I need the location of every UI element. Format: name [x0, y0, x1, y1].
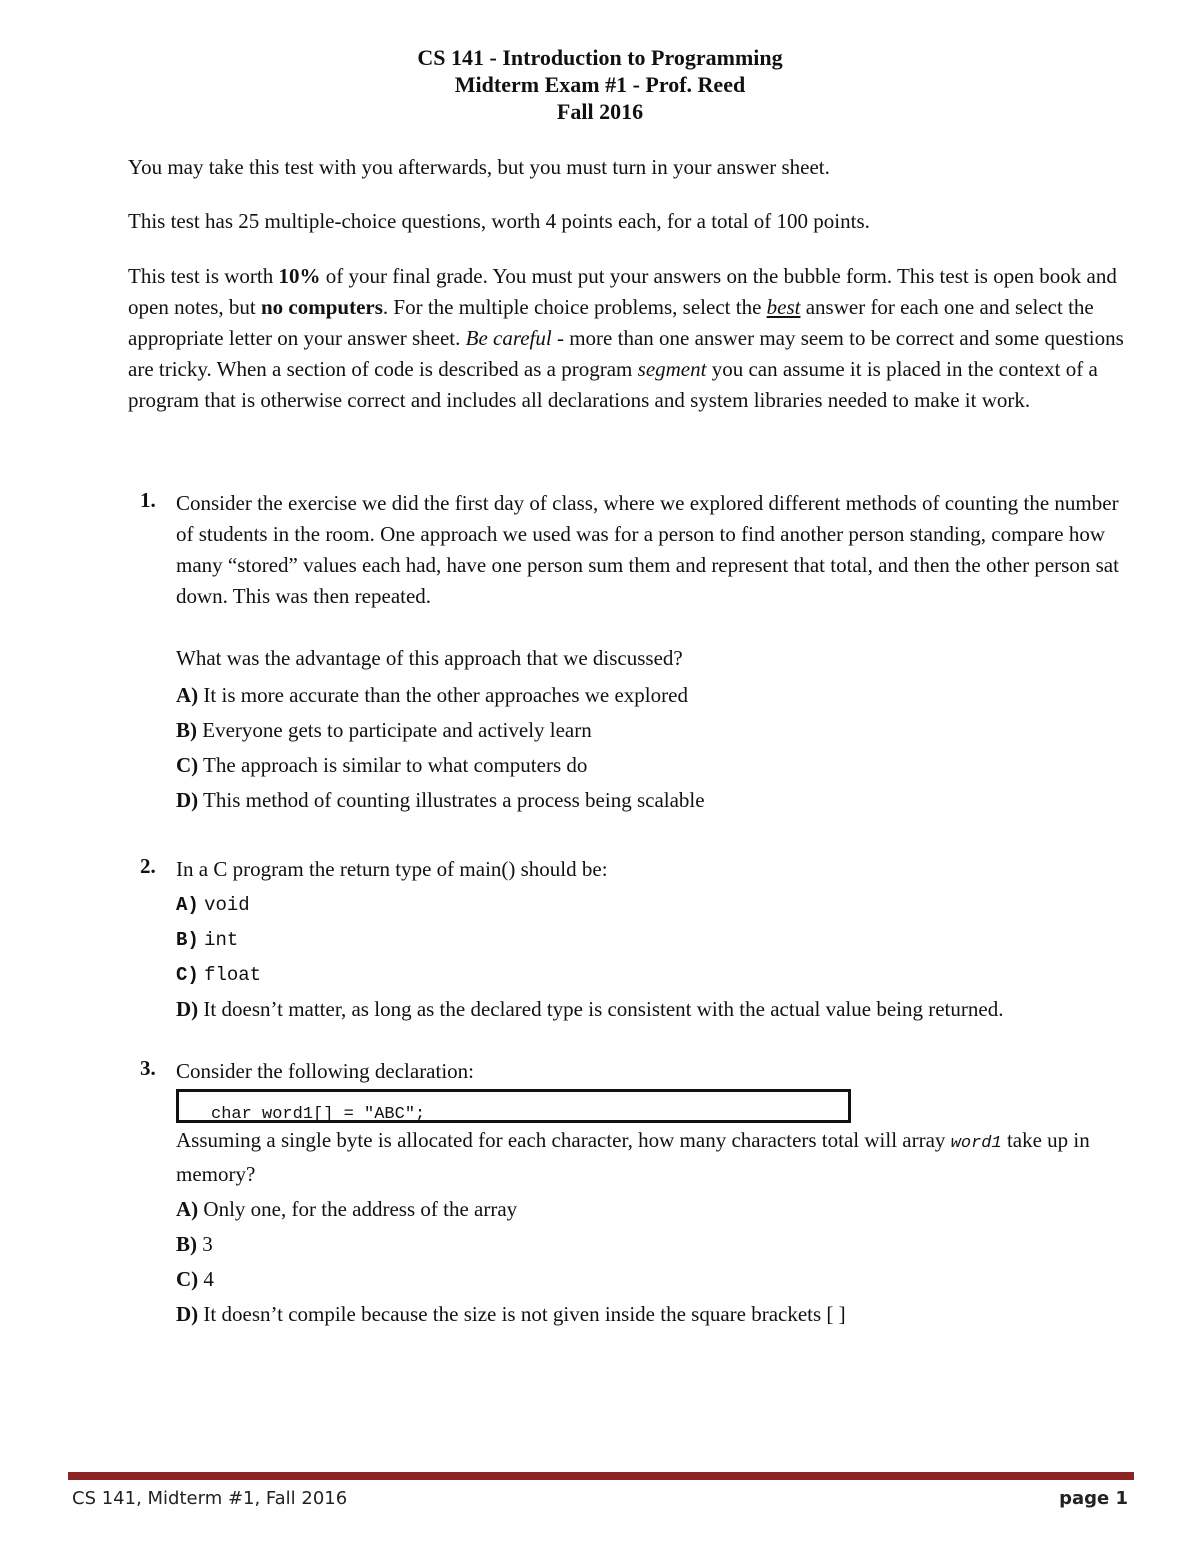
question-text: In a C program the return type of main() should be: — [176, 857, 608, 881]
question-text-2: Assuming a single byte is allocated for each character, how many characters total will array word1 take up in memory? — [176, 1128, 1090, 1186]
answer-option-c: C) float — [176, 964, 262, 986]
answer-option-c: C) 4 — [176, 1267, 214, 1291]
intro-paragraph-1: You may take this test with you afterwards, but you must turn in your answer sheet. — [128, 155, 830, 179]
answer-option-d: D) This method of counting illustrates a process being scalable — [176, 788, 705, 812]
exam-title: Midterm Exam #1 - Prof. Reed — [454, 72, 746, 97]
question-text: Consider the following declaration: — [176, 1059, 475, 1083]
code-declaration: char word1[] = "ABC"; — [211, 1105, 426, 1124]
question-1 — [140, 488, 1140, 818]
best-emphasis: best — [766, 295, 801, 319]
segment-emphasis: segment — [637, 357, 707, 381]
question-number: 3. — [140, 1056, 156, 1080]
answer-option-a: A) Only one, for the address of the array — [176, 1197, 518, 1221]
answer-option-d: D) It doesn’t compile because the size is not given inside the square brackets [ ] — [176, 1302, 846, 1326]
course-title: CS 141 - Introduction to Programming — [417, 45, 783, 70]
footer-divider — [68, 1472, 1134, 1480]
answer-option-a: A) It is more accurate than the other approaches we explored — [176, 683, 688, 707]
answer-option-b: B) 3 — [176, 1232, 213, 1256]
question-prompt: What was the advantage of this approach that we discussed? — [176, 646, 683, 670]
question-number: 2. — [140, 854, 156, 878]
answer-option-b: B) int — [176, 929, 239, 951]
question-2 — [140, 854, 1140, 1027]
code-box — [176, 1089, 851, 1123]
no-computers-emphasis: no computers — [260, 295, 383, 319]
answer-option-a: A) void — [176, 894, 250, 916]
intro-paragraph-2: This test has 25 multiple-choice questions, worth 4 points each, for a total of 100 points. — [128, 209, 870, 233]
grade-percent: 10% — [278, 264, 321, 288]
question-text: Consider the exercise we did the first day of class, where we explored different methods of counting the number of students in the room. One approach we used was for a person to find another person standing, compare how many “stored” values each had, have one person sum them and represent that total, and then the other person sat down. This was then repeated. — [176, 491, 1119, 608]
exam-term: Fall 2016 — [556, 99, 644, 124]
answer-option-b: B) Everyone gets to participate and actively learn — [176, 718, 592, 742]
answer-option-c: C) The approach is similar to what computers do — [176, 753, 588, 777]
question-3 — [140, 1056, 1140, 1332]
array-name: word1 — [950, 1134, 1002, 1153]
intro-paragraph-3: This test is worth 10% of your final grade. You must put your answers on the bubble form. This test is open book and open notes, but no computers. For the multiple choice problems, select the best answer for each one and select the appropriate letter on your answer sheet. Be careful - more than one answer may seem to be correct and some questions are tricky. When a section of code is described as a program segment you can assume it is placed in the context of a program that is otherwise correct and includes all declarations and system libraries needed to make it work. — [128, 264, 1124, 412]
be-careful-emphasis: Be careful — [465, 326, 552, 350]
page-number: page 1 — [1059, 1488, 1128, 1509]
question-number: 1. — [140, 488, 156, 512]
footer-course-label: CS 141, Midterm #1, Fall 2016 — [72, 1488, 348, 1509]
exam-header — [0, 44, 1200, 125]
answer-option-d: D) It doesn’t matter, as long as the declared type is consistent with the actual value being returned. — [176, 997, 1004, 1021]
